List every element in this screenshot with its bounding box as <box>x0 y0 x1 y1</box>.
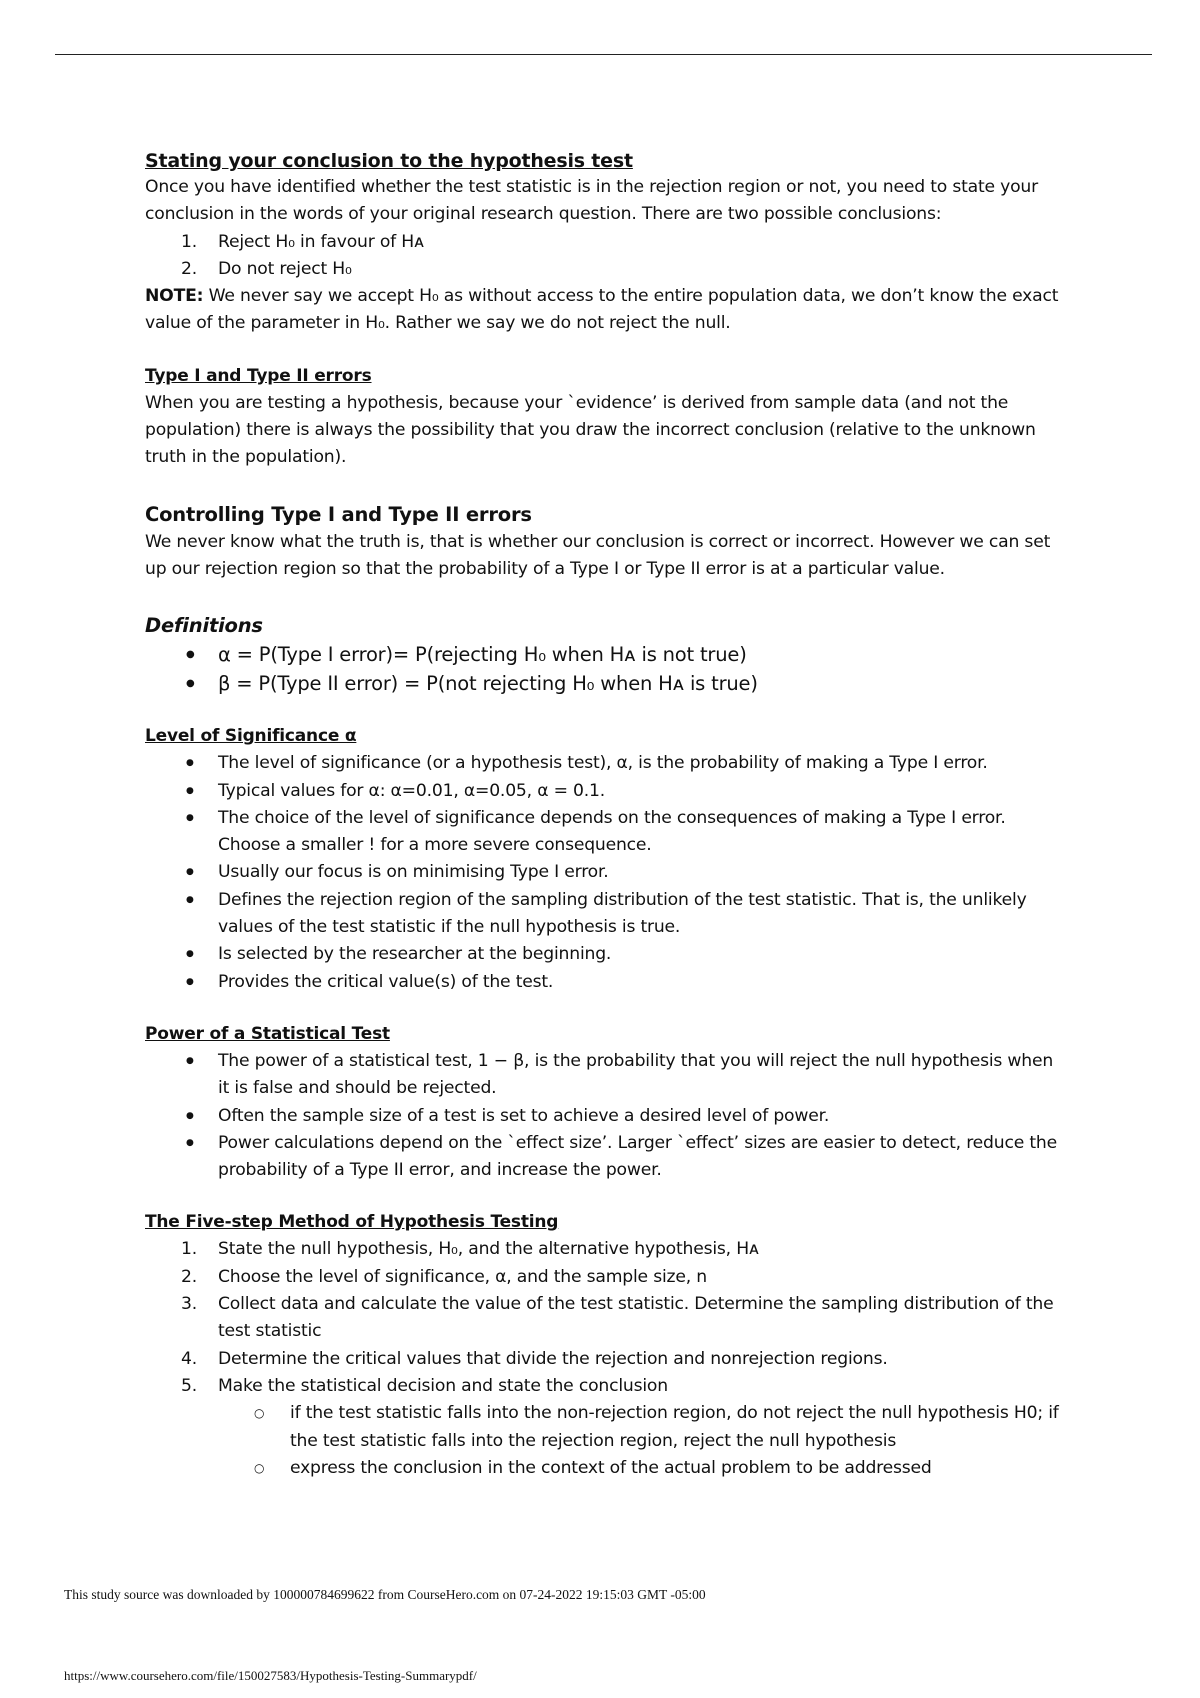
list-item: ● Provides the critical value(s) of the test. <box>145 969 1065 996</box>
section-title-power: Power of a Statistical Test <box>145 1023 390 1044</box>
list-number: 3. <box>181 1294 197 1315</box>
list-number: 1. <box>181 1239 197 1260</box>
list-item: ● β = P(Type II error) = P(not rejecting H₀ when Hᴀ is true) <box>145 669 1065 698</box>
paragraph-errors: When you are testing a hypothesis, because your `evidence’ is derived from sample data (and not the population) there is always the possibility that you draw the incorrect conclusion (relative to the unknown truth in the population). <box>145 392 1036 468</box>
list-number: 1. <box>181 231 197 252</box>
list-item <box>145 1346 1065 1373</box>
power-list <box>145 1048 1065 1184</box>
list-item: ● Often the sample size of a test is set to achieve a desired level of power. <box>145 1103 1065 1130</box>
document-body <box>145 148 1065 1482</box>
list-number: 2. <box>181 1266 197 1287</box>
list-item <box>145 1236 1065 1263</box>
sub-list-item: ○ if the test statistic falls into the non-rejection region, do not reject the null hypothesis H0; if the test statistic falls into the rejection region, reject the null hypothesis <box>145 1400 1065 1455</box>
significance-list <box>145 750 1065 996</box>
list-number: 4. <box>181 1348 197 1369</box>
list-item <box>145 1291 1065 1346</box>
list-item <box>145 229 1065 256</box>
list-item <box>145 1373 1065 1400</box>
section-title-significance: Level of Significance α <box>145 726 357 747</box>
list-text: Determine the critical values that divide the rejection and nonrejection regions. <box>218 1348 888 1369</box>
list-text: Do not reject H₀ <box>218 258 352 279</box>
list-text: Choose the level of significance, α, and the sample size, n <box>218 1266 707 1287</box>
list-text: Reject H₀ in favour of Hᴀ <box>218 231 424 252</box>
definitions-list <box>145 640 1065 698</box>
conclusion-list <box>145 229 1065 284</box>
list-item: ● Typical values for α: α=0.01, α=0.05, α = 0.1. <box>145 778 1065 805</box>
list-item: ● α = P(Type I error)= P(rejecting H₀ when Hᴀ is not true) <box>145 640 1065 669</box>
note-text: We never say we accept H₀ as without access to the entire population data, we don’t know the exact value of the parameter in H₀. Rather we say we do not reject the null. <box>145 286 1059 334</box>
list-text: State the null hypothesis, H₀, and the alternative hypothesis, Hᴀ <box>218 1239 759 1260</box>
note-paragraph <box>145 283 1065 338</box>
note-label: NOTE: <box>145 286 204 307</box>
source-url: https://www.coursehero.com/file/150027583/Hypothesis-Testing-Summarypdf/ <box>64 1668 477 1683</box>
list-item: ● Is selected by the researcher at the beginning. <box>145 941 1065 968</box>
list-item: ● Power calculations depend on the `effect size’. Larger `effect’ sizes are easier to detect, reduce the probability of a Type II error, and increase the power. <box>145 1130 1065 1185</box>
list-number: 2. <box>181 258 197 279</box>
top-rule <box>55 54 1152 55</box>
section-title-controlling: Controlling Type I and Type II errors <box>145 502 532 526</box>
list-item <box>145 1264 1065 1291</box>
download-note: This study source was downloaded by 100000784699622 from CourseHero.com on 07-24-2022 19:15:03 GMT -05:00 <box>64 1587 706 1602</box>
list-item: ● Defines the rejection region of the sampling distribution of the test statistic. That is, the unlikely values of the test statistic if the null hypothesis is true. <box>145 887 1065 942</box>
list-item: ● The level of significance (or a hypothesis test), α, is the probability of making a Type I error. <box>145 750 1065 777</box>
paragraph-controlling: We never know what the truth is, that is whether our conclusion is correct or incorrect. However we can set up our rejection region so that the probability of a Type I or Type II error is at a particular value. <box>145 531 1051 579</box>
list-number: 5. <box>181 1375 197 1396</box>
list-text: Make the statistical decision and state the conclusion <box>218 1375 668 1396</box>
list-item: ● The choice of the level of significance depends on the consequences of making a Type I error. Choose a smaller ! for a more severe consequence. <box>145 805 1065 860</box>
list-text: Collect data and calculate the value of the test statistic. Determine the sampling distribution of the test statistic <box>218 1294 1054 1342</box>
list-item <box>145 256 1065 283</box>
list-item: ● The power of a statistical test, 1 − β, is the probability that you will reject the null hypothesis when it is false and should be rejected. <box>145 1048 1065 1103</box>
section-title-conclusion: Stating your conclusion to the hypothesis test <box>145 150 633 172</box>
list-item: ● Usually our focus is on minimising Type I error. <box>145 859 1065 886</box>
sub-list-item: ○ express the conclusion in the context of the actual problem to be addressed <box>145 1455 1065 1482</box>
section-title-five-step: The Five-step Method of Hypothesis Testing <box>145 1212 559 1233</box>
five-step-list <box>145 1236 1065 1400</box>
five-step-sublist <box>145 1400 1065 1482</box>
section-title-errors: Type I and Type II errors <box>145 365 372 386</box>
paragraph-conclusion: Once you have identified whether the test statistic is in the rejection region or not, you need to state your conclusion in the words of your original research question. There are two possible conclusions: <box>145 177 1038 225</box>
section-title-definitions: Definitions <box>145 614 263 638</box>
